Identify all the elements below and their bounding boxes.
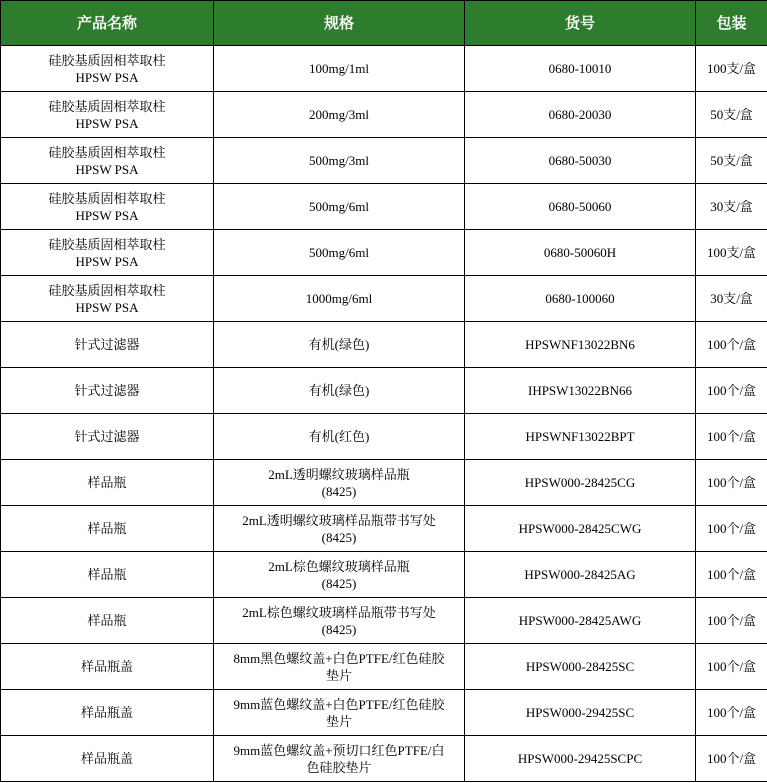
product-name-cell	[1, 368, 214, 414]
packaging-cell: 100个/盒	[696, 690, 767, 736]
header-row	[1, 1, 767, 46]
spec-cell	[214, 460, 465, 506]
header-packaging: 包装	[696, 1, 767, 46]
product-name-cell-line: HPSW PSA	[75, 253, 139, 269]
table-row	[1, 506, 767, 552]
spec-cell	[214, 230, 465, 276]
spec-cell-line: 8mm黑色螺纹盖+白色PTFE/红色硅胶	[233, 650, 445, 666]
product-name-cell-line: 硅胶基质固相萃取柱	[48, 282, 166, 298]
spec-cell	[214, 184, 465, 230]
spec-cell-line: 9mm蓝色螺纹盖+白色PTFE/红色硅胶	[233, 696, 445, 712]
spec-cell-line: 100mg/1ml	[309, 61, 369, 76]
item-number-cell: HPSWNF13022BN6	[465, 322, 696, 368]
table-row	[1, 736, 767, 782]
table-row	[1, 368, 767, 414]
product-name-cell	[1, 552, 214, 598]
product-name-cell-line: 硅胶基质固相萃取柱	[48, 52, 166, 68]
packaging-cell: 50支/盒	[696, 92, 767, 138]
product-name-cell	[1, 414, 214, 460]
packaging-cell: 100个/盒	[696, 322, 767, 368]
packaging-cell: 30支/盒	[696, 184, 767, 230]
product-name-cell-line: 样品瓶	[87, 613, 127, 628]
product-name-cell-line: 样品瓶盖	[80, 659, 133, 674]
product-name-cell	[1, 736, 214, 782]
header-product-name: 产品名称	[1, 1, 214, 46]
spec-cell	[214, 644, 465, 690]
product-name-cell	[1, 46, 214, 92]
product-name-cell-line: 硅胶基质固相萃取柱	[48, 144, 166, 160]
spec-cell-line: (8425)	[321, 529, 357, 545]
packaging-cell: 100个/盒	[696, 460, 767, 506]
product-name-cell	[1, 506, 214, 552]
packaging-cell: 50支/盒	[696, 138, 767, 184]
spec-cell	[214, 92, 465, 138]
header-spec: 规格	[214, 1, 465, 46]
product-name-cell-line: HPSW PSA	[75, 299, 139, 315]
product-name-cell-line: 样品瓶	[87, 475, 127, 490]
spec-cell	[214, 598, 465, 644]
table-row	[1, 460, 767, 506]
product-name-cell	[1, 138, 214, 184]
packaging-cell: 100个/盒	[696, 506, 767, 552]
item-number-cell: HPSW000-28425CWG	[465, 506, 696, 552]
spec-cell	[214, 506, 465, 552]
spec-cell-line: 1000mg/6ml	[305, 291, 373, 306]
table-row	[1, 414, 767, 460]
product-name-cell-line: HPSW PSA	[75, 115, 139, 131]
product-name-cell	[1, 598, 214, 644]
item-number-cell: HPSW000-29425SCPC	[465, 736, 696, 782]
packaging-cell: 100个/盒	[696, 368, 767, 414]
spec-cell-line: 500mg/6ml	[309, 199, 369, 214]
spec-cell	[214, 690, 465, 736]
spec-cell	[214, 322, 465, 368]
packaging-cell: 100支/盒	[696, 230, 767, 276]
product-name-cell-line: HPSW PSA	[75, 161, 139, 177]
spec-cell-line: 有机(绿色)	[308, 337, 370, 352]
product-name-cell-line: 样品瓶盖	[80, 705, 133, 720]
product-name-cell-line: 样品瓶	[87, 521, 127, 536]
packaging-cell: 100个/盒	[696, 552, 767, 598]
item-number-cell: 0680-10010	[465, 46, 696, 92]
product-name-cell	[1, 276, 214, 322]
item-number-cell: HPSWNF13022BPT	[465, 414, 696, 460]
packaging-cell: 100个/盒	[696, 414, 767, 460]
packaging-cell: 100个/盒	[696, 644, 767, 690]
product-name-cell-line: 硅胶基质固相萃取柱	[48, 190, 166, 206]
table-row	[1, 230, 767, 276]
product-name-cell	[1, 644, 214, 690]
table-row	[1, 552, 767, 598]
item-number-cell: HPSW000-28425CG	[465, 460, 696, 506]
product-name-cell-line: 针式过滤器	[74, 337, 140, 352]
table-row	[1, 322, 767, 368]
product-name-cell-line: HPSW PSA	[75, 207, 139, 223]
table-row	[1, 276, 767, 322]
spec-cell-line: 2mL棕色螺纹玻璃样品瓶带书写处	[242, 604, 436, 620]
spec-cell-line: 500mg/3ml	[309, 153, 369, 168]
product-name-cell-line: 针式过滤器	[74, 429, 140, 444]
packaging-cell: 100个/盒	[696, 598, 767, 644]
packaging-cell: 100支/盒	[696, 46, 767, 92]
spec-cell-line: (8425)	[321, 483, 357, 499]
header-item-number: 货号	[465, 1, 696, 46]
spec-cell-line: (8425)	[321, 575, 357, 591]
packaging-cell: 100个/盒	[696, 736, 767, 782]
spec-cell	[214, 276, 465, 322]
item-number-cell: HPSW000-28425AWG	[465, 598, 696, 644]
spec-cell-line: 200mg/3ml	[309, 107, 369, 122]
spec-cell	[214, 414, 465, 460]
spec-cell-line: 2mL棕色螺纹玻璃样品瓶	[268, 558, 410, 574]
spec-cell-line: 500mg/6ml	[309, 245, 369, 260]
spec-cell-line: 有机(红色)	[308, 429, 370, 444]
spec-cell-line: 9mm蓝色螺纹盖+预切口红色PTFE/白	[233, 742, 445, 758]
spec-cell-line: 垫片	[325, 713, 352, 729]
item-number-cell: HPSW000-29425SC	[465, 690, 696, 736]
item-number-cell: IHPSW13022BN66	[465, 368, 696, 414]
table-row	[1, 598, 767, 644]
product-name-cell-line: 样品瓶	[87, 567, 127, 582]
table-body	[1, 46, 767, 782]
spec-cell	[214, 736, 465, 782]
product-name-cell	[1, 230, 214, 276]
spec-cell-line: 有机(绿色)	[308, 383, 370, 398]
product-name-cell	[1, 460, 214, 506]
product-name-cell	[1, 690, 214, 736]
spec-cell-line: 2mL透明螺纹玻璃样品瓶	[268, 466, 410, 482]
product-name-cell	[1, 322, 214, 368]
table-row	[1, 690, 767, 736]
item-number-cell: 0680-50030	[465, 138, 696, 184]
spec-cell	[214, 138, 465, 184]
spec-cell	[214, 552, 465, 598]
spec-cell	[214, 46, 465, 92]
spec-cell-line: 色硅胶垫片	[306, 759, 372, 775]
spec-cell-line: 2mL透明螺纹玻璃样品瓶带书写处	[242, 512, 436, 528]
table-row	[1, 46, 767, 92]
spec-cell-line: 垫片	[325, 667, 352, 683]
item-number-cell: 0680-20030	[465, 92, 696, 138]
spec-cell	[214, 368, 465, 414]
product-name-cell	[1, 92, 214, 138]
product-name-cell-line: HPSW PSA	[75, 69, 139, 85]
product-name-cell-line: 硅胶基质固相萃取柱	[48, 98, 166, 114]
item-number-cell: 0680-50060H	[465, 230, 696, 276]
item-number-cell: 0680-50060	[465, 184, 696, 230]
spec-cell-line: (8425)	[321, 621, 357, 637]
table-row	[1, 92, 767, 138]
packaging-cell: 30支/盒	[696, 276, 767, 322]
item-number-cell: HPSW000-28425SC	[465, 644, 696, 690]
product-name-cell-line: 硅胶基质固相萃取柱	[48, 236, 166, 252]
item-number-cell: HPSW000-28425AG	[465, 552, 696, 598]
product-name-cell-line: 样品瓶盖	[80, 751, 133, 766]
table-row	[1, 644, 767, 690]
product-name-cell	[1, 184, 214, 230]
product-name-cell-line: 针式过滤器	[74, 383, 140, 398]
item-number-cell: 0680-100060	[465, 276, 696, 322]
table-row	[1, 184, 767, 230]
table-row	[1, 138, 767, 184]
